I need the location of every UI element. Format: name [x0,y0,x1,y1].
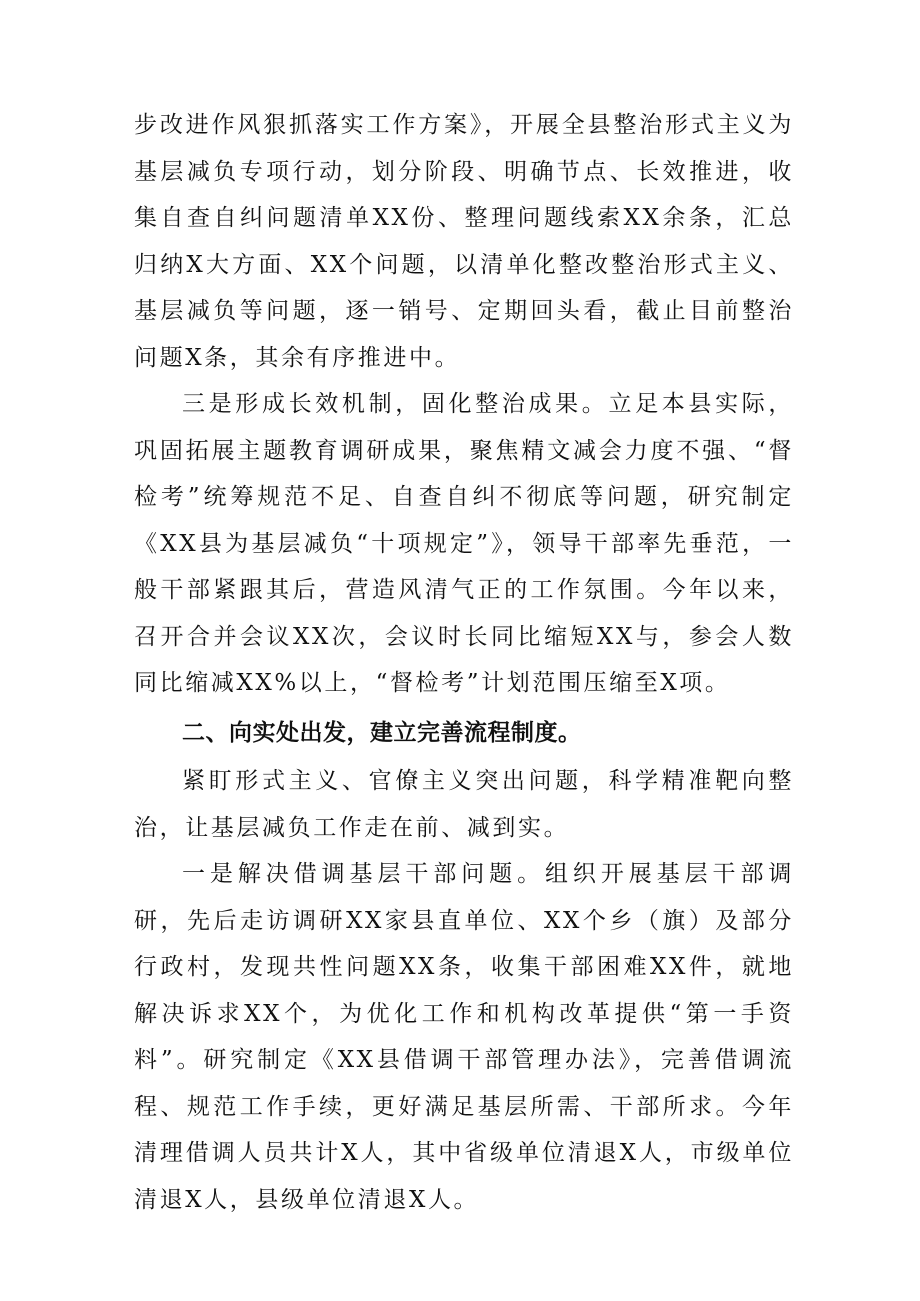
section-heading-two: 二、向实处出发，建立完善流程制度。 [182,719,582,746]
paragraph-continuation: 步改进作风狠抓落实工作方案》，开展全县整治形式主义为基层减负专项行动，划分阶段、明确节点、长效推进，收集自查自纠问题清单XX份、整理问题线索XX余条，汇总归纳X大方面、XX个问题，以清单化整改整治形式主义、基层减负等问题，逐一销号、定期回头看，截止目前整治问题X条，其余有序推进中。 [134,112,794,371]
paragraph-secondment-issue: 一是解决借调基层干部问题。组织开展基层干部调研，先后走访调研XX家县直单位、XX个乡（旗）及部分行政村，发现共性问题XX条，收集干部困难XX件，就地解决诉求XX个，为优化工作和机构改革提供“第一手资料”。研究制定《XX县借调干部管理办法》，完善借调流程、规范工作手续，更好满足基层所需、干部所求。今年清理借调人员共计X人，其中省级单位清退X人，市级单位清退X人，县级单位清退X人。 [134,861,794,1213]
paragraph-section-intro: 紧盯形式主义、官僚主义突出问题，科学精准靶向整治，让基层减负工作走在前、减到实。 [134,768,794,841]
document-body [134,102,794,1223]
paragraph-long-term-mechanism: 三是形成长效机制，固化整治成果。立足本县实际，巩固拓展主题教育调研成果，聚焦精文减会力度不强、“督检考”统筹规范不足、自查自纠不彻底等问题，研究制定《XX县为基层减负“十项规定”》，领导干部率先垂范，一般干部紧跟其后，营造风清气正的工作氛围。今年以来，召开合并会议XX次，会议时长同比缩短XX与，参会人数同比缩减XX%以上，“督检考”计划范围压缩至X项。 [134,391,794,696]
